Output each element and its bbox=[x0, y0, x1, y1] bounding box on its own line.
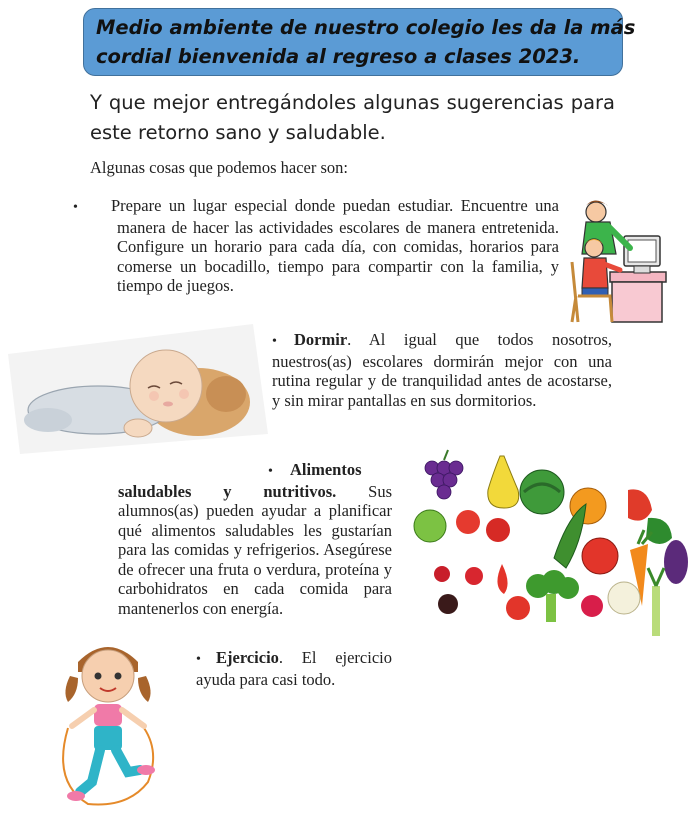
sleeping-baby-illustration bbox=[8, 324, 268, 454]
tip-text: . Al igual que todos nosotros, nuestros(as) escolares dormirán mejor con una rutina regular y de tranquilidad antes de acostarse, y sin mirar pantallas en sus dormitorios. bbox=[272, 330, 612, 410]
bullet: • bbox=[196, 652, 201, 667]
tip-title: Alimentos saludables y nutritivos. bbox=[118, 460, 362, 501]
banner-line-1: Medio ambiente de nuestro colegio les da la más bbox=[96, 16, 636, 39]
bullet: • bbox=[73, 200, 78, 215]
tip-text: . El ejercicio ayuda para casi todo. bbox=[196, 648, 392, 689]
tip-title: Ejercicio bbox=[216, 648, 279, 667]
tip-food bbox=[118, 460, 392, 618]
parent-child-computer-illustration bbox=[558, 192, 670, 328]
tip-study-place bbox=[73, 196, 559, 296]
banner-line-2: cordial bienvenida al regreso a clases 2023. bbox=[96, 45, 581, 68]
girl-jumping-rope-illustration bbox=[48, 632, 168, 810]
tip-text: Sus alumnos(as) pueden ayudar a planificar qué alimentos saludables les gustarían para las comidas y refrigerios. Asegúrese de ofrecer una fruta o verdura, proteína y carbohidratos en cada comida para mantenerlos con energía. bbox=[118, 481, 392, 618]
welcome-banner bbox=[83, 8, 636, 76]
subtitle: Y que mejor entregándoles algunas sugerencias para este retorno sano y saludable. bbox=[90, 91, 615, 144]
tip-text: Prepare un lugar especial donde puedan estudiar. Encuentre una manera de hacer las actividades escolares de manera entretenida. Configure un horario para cada día, con comidas, horarios para comerse un bocadillo, tiempo para compartir con la familia, y tiempo de juegos. bbox=[111, 196, 559, 295]
tip-sleep bbox=[272, 330, 612, 410]
intro-text: Algunas cosas que podemos hacer son: bbox=[90, 158, 348, 177]
bullet: • bbox=[268, 464, 273, 479]
bullet: • bbox=[272, 334, 277, 349]
tip-exercise bbox=[196, 648, 392, 689]
fruits-vegetables-illustration bbox=[408, 446, 692, 642]
tip-title: Dormir bbox=[294, 330, 348, 349]
